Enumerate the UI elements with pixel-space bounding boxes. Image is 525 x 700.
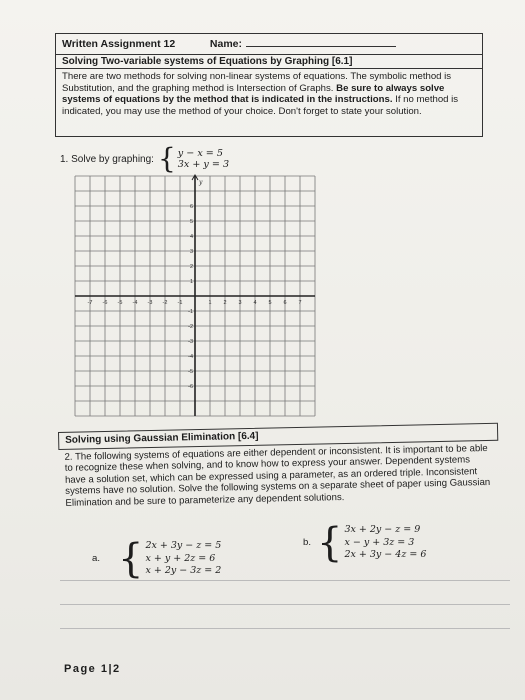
x-tick-label: 4 — [253, 300, 257, 306]
name-field — [210, 38, 396, 50]
system-b — [303, 519, 427, 566]
question-1-equations — [178, 148, 229, 170]
x-tick-label: -5 — [117, 300, 123, 306]
intro-paragraph — [56, 69, 482, 119]
section-2-box — [58, 423, 500, 544]
y-axis-label: y — [199, 179, 203, 186]
y-tick-label: 6 — [189, 204, 193, 210]
system-a-equations — [145, 540, 221, 578]
system-a — [92, 535, 222, 582]
system-b-eq3: 2x + 3y − 4z = 6 — [344, 549, 427, 560]
system-a-eq3: x + 2y − 3z = 2 — [145, 565, 222, 576]
system-b-label: b. — [303, 537, 312, 549]
x-tick-label: -7 — [87, 300, 93, 306]
system-a-label: a. — [92, 553, 101, 565]
section-2-text: 2. The following systems of equations are either dependent or inconsistent. It is important to be able to recognize these when solving, and to know how to express your answer. Dependent systems have a solution set, which can be expressed using a parameter, as an ordered triple. Inconsistent systems have no solution. Solve the following systems on a separate sheet of paper using Gaussian Elimination and be sure to parameterize any dependent solutions. — [64, 443, 491, 509]
left-brace-icon: { — [317, 519, 343, 566]
question-1 — [60, 142, 230, 175]
answer-line — [60, 604, 510, 605]
grid-svg — [55, 170, 335, 420]
question-1-label: 1. Solve by graphing: — [60, 153, 154, 165]
assignment-title: Written Assignment 12 — [62, 38, 176, 50]
x-tick-label: -2 — [162, 300, 168, 306]
equation-2: 3x + y = 3 — [177, 159, 230, 170]
x-tick-label: 3 — [238, 300, 242, 306]
y-tick-label: -3 — [188, 339, 193, 345]
y-tick-label: -6 — [188, 384, 193, 390]
y-tick-label: -2 — [188, 324, 193, 330]
x-tick-label: 2 — [223, 300, 227, 306]
y-tick-label: 2 — [189, 264, 193, 270]
y-tick-label: 4 — [189, 234, 193, 240]
system-b-equations — [344, 524, 426, 562]
x-tick-label: 7 — [298, 300, 302, 306]
x-tick-label: -1 — [177, 300, 183, 306]
system-a-eq1: 2x + 3y − z = 5 — [145, 540, 222, 551]
left-brace-icon: { — [118, 535, 144, 582]
x-tick-label: 6 — [283, 300, 287, 306]
intro-text-2: If no method is indicated, you may use the method of your choice. Don't forget to state your solution. — [62, 94, 459, 117]
x-tick-label: -6 — [102, 300, 108, 306]
system-a-eq2: x + y + 2z = 6 — [145, 552, 216, 564]
title-bar — [56, 34, 482, 55]
name-blank-line — [246, 46, 396, 47]
y-tick-label: -4 — [188, 354, 193, 360]
x-tick-label: -3 — [147, 300, 153, 306]
left-brace-icon: { — [157, 142, 176, 175]
y-tick-label: 3 — [189, 249, 193, 255]
answer-line — [60, 628, 510, 629]
y-tick-label: 1 — [189, 279, 193, 285]
equation-1: y − x = 5 — [177, 148, 223, 159]
page-number: Page 1|2 — [64, 663, 121, 675]
y-tick-label: -5 — [188, 369, 193, 375]
x-tick-label: 1 — [208, 300, 212, 306]
x-tick-label: -4 — [132, 300, 138, 306]
y-tick-label: -1 — [188, 309, 193, 315]
section-2-title: Solving using Gaussian Elimination [6.4] — [58, 423, 498, 450]
answer-line — [60, 580, 510, 581]
intro-bold-text: Be sure to always solve systems of equations by the method that is indicated in the instructions. — [62, 82, 445, 106]
system-b-eq2: x − y + 3z = 3 — [344, 536, 415, 548]
coordinate-grid[interactable] — [55, 170, 335, 420]
x-tick-label: 5 — [268, 300, 272, 306]
system-b-eq1: 3x + 2y − z = 9 — [344, 524, 421, 535]
intro-text-1: There are two methods for solving non-linear systems of equations. The symbolic method is Substitution, and the graphing method is Intersection of Graphs. — [62, 71, 452, 94]
section-1-title: Solving Two-variable systems of Equations by Graphing [6.1] — [56, 55, 482, 69]
name-label: Name: — [209, 38, 242, 50]
y-tick-label: 5 — [189, 219, 193, 225]
header-box — [55, 33, 483, 137]
